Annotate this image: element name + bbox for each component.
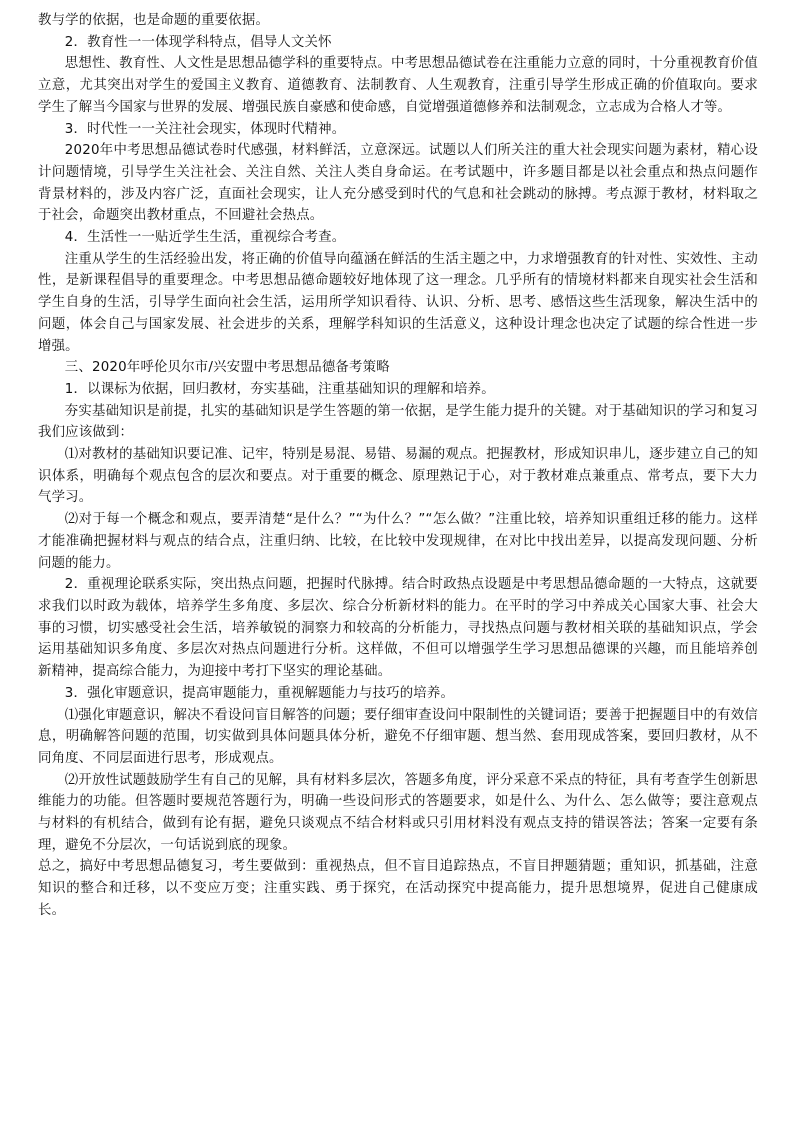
heading-timeliness: 3．时代性一一关注社会现实，体现时代精神。 <box>64 121 346 137</box>
strategy-item-1-sub-1: ⑴对教材的基础知识要记准、记牢，特别是易混、易错、易漏的观点。把握教材，形成知识串儿，逐步建立自己的知识体系，明确每个观点包含的层次和要点。对于重要的概念、原理熟记于心，对于教材难点兼重点、常考点，要下大力气学习。 <box>38 447 758 506</box>
strategy-item-1-heading: 1．以课标为依据，回归教材，夯实基础，注重基础知识的理解和培养。 <box>64 381 495 397</box>
heading-life: 4．生活性一一贴近学生生活，重视综合考查。 <box>64 230 346 246</box>
strategy-item-3-sub-1: ⑴强化审题意识，解决不看设问盲目解答的问题；要仔细审查设问中限制性的关键词语；要善于把握题目中的有效信息，明确解答问题的范围，切实做到具体问题具体分析，避免不仔细审题、想当然、套用现成答案，要回归教材，从不同角度、不同层面进行思考，形成观点。 <box>38 707 758 766</box>
section-heading-strategy: 三、2020年呼伦贝尔市/兴安盟中考思想品德备考策略 <box>64 360 390 376</box>
conclusion-paragraph: 总之，搞好中考思想品德复习，考生要做到：重视热点，但不盲目追踪热点，不盲目押题猜题；重知识，抓基础，注意知识的整合和迁移，以不变应万变；注重实践、勇于探究，在活动探究中提高能力，提升思想境界，促进自己健康成长。 <box>38 859 758 918</box>
document-page <box>38 10 758 922</box>
strategy-item-1-sub-2: ⑵对于每一个概念和观点，要弄清楚“是什么？”“为什么？”“怎么做？”注重比较，培养知识重组迁移的能力。这样才能准确把握材料与观点的结合点，注重归纳、比较，在比较中发现规律，在对比中找出差异，以提高发现问题、分析问题的能力。 <box>38 512 758 571</box>
paragraph-timeliness: 2020年中考思想品德试卷时代感强，材料鲜活，立意深远。试题以人们所关注的重大社会现实问题为素材，精心设计问题情境，引导学生关注社会、关注自然、关注人类自身命运。在考试题中，许多题目都是以社会重点和热点问题作背景材料的，涉及内容广泛，直面社会现实，让人充分感受到时代的气息和社会跳动的脉搏。考点源于教材，材料取之于社会，命题突出教材重点，不回避社会热点。 <box>38 143 758 224</box>
paragraph-continuation: 教与学的依据，也是命题的重要依据。 <box>38 13 270 28</box>
strategy-item-3-sub-2: ⑵开放性试题鼓励学生有自己的见解，具有材料多层次，答题多角度，评分采意不采点的特征，具有考查学生创新思维能力的功能。但答题时要规范答题行为，明确一些设问形式的答题要求，如是什么、为什么、怎么做等；要注意观点与材料的有机结合，做到有论有据，避免只谈观点不结合材料或只引用材料没有观点支持的错误答法；答案一定要有条理，避免不分层次，一句话说到底的现象。 <box>38 772 758 853</box>
strategy-item-1-body: 夯实基础知识是前提，扎实的基础知识是学生答题的第一依据，是学生能力提升的关键。对于基础知识的学习和复习我们应该做到： <box>38 403 758 441</box>
paragraph-life: 注重从学生的生活经验出发，将正确的价值导向蕴涵在鲜活的生活主题之中，力求增强教育的针对性、实效性、主动性，是新课程倡导的重要理念。中考思想品德命题较好地体现了这一理念。几乎所有的情境材料都来自现实社会生活和学生自身的生活，引导学生面向社会生活，运用所学知识看待、认识、分析、思考、感悟这些生活现象，解决生活中的问题，体会自己与国家发展、社会进步的关系，理解学科知识的生活意义，这种设计理念也决定了试题的综合性进一步增强。 <box>38 251 758 354</box>
strategy-item-3-heading: 3．强化审题意识，提高审题能力，重视解题能力与技巧的培养。 <box>64 685 455 701</box>
heading-education: 2．教育性一一体现学科特点，倡导人文关怀 <box>64 34 332 50</box>
paragraph-education: 思想性、教育性、人文性是思想品德学科的重要特点。中考思想品德试卷在注重能力立意的同时，十分重视教育价值立意，尤其突出对学生的爱国主义教育、道德教育、法制教育、人生观教育，注重引导学生形成正确的价值取向。要求学生了解当今国家与世界的发展、增强民族自豪感和使命感，自觉增强道德修养和法制观念，立志成为合格人才等。 <box>38 56 758 115</box>
strategy-item-2: 2．重视理论联系实际，突出热点问题，把握时代脉搏。结合时政热点设题是中考思想品德命题的一大特点，这就要求我们以时政为载体，培养学生多角度、多层次、综合分析新材料的能力。在平时的学习中养成关心国家大事、社会大事的习惯，切实感受社会生活，培养敏锐的洞察力和较高的分析能力，寻找热点问题与教材相关联的基础知识点，学会运用基础知识多角度、多层次对热点问题进行分析。这样做，不但可以增强学生学习思想品德课的兴趣，而且能培养创新精神，提高综合能力，为迎接中考打下坚实的理论基础。 <box>38 577 758 680</box>
